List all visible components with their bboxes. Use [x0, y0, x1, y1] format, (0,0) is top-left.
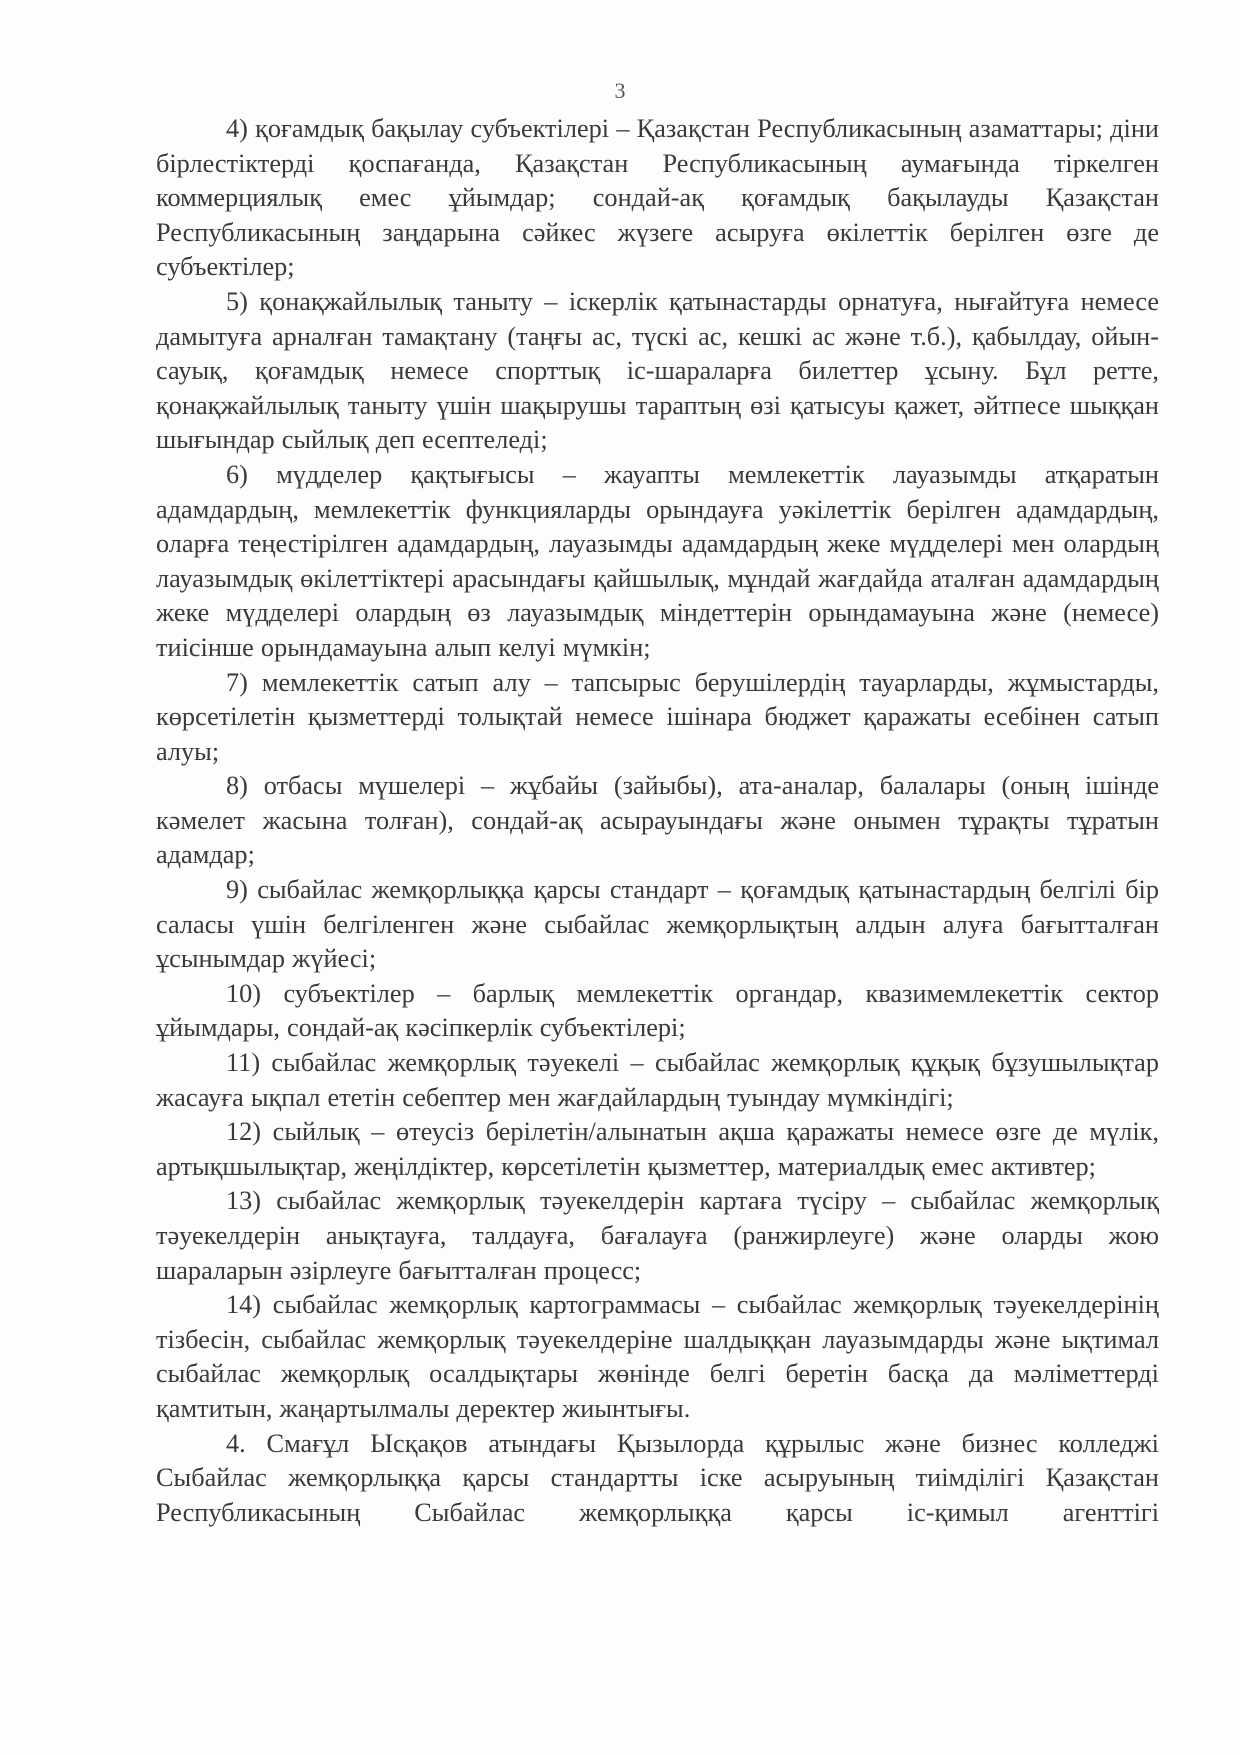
- paragraph-definition-7: 7) мемлекеттік сатып алу – тапсырыс берушілердің тауарларды, жұмыстарды, көрсетілетін қызметтерді толықтай немесе ішінара бюджет қаражаты есебінен сатып алуы;: [156, 667, 1159, 766]
- document-body: [156, 112, 1159, 1530]
- paragraph-section-4: 4. Смағұл Ысқақов атындағы Қызылорда құрылыс және бизнес колледжі Сыбайлас жемқорлыққа қарсы стандартты іске асыруының тиімділігі Қазақстан Республикасының Сыбайлас жемқорлыққа қарсы іс-қимыл агенттігі: [156, 1428, 1159, 1527]
- paragraph-definition-8: 8) отбасы мүшелері – жұбайы (зайыбы), ата-аналар, балалары (оның ішінде кәмелет жасына толған), сондай-ақ асырауындағы және онымен тұрақты тұратын адамдар;: [156, 771, 1159, 870]
- paragraph-definition-6: 6) мүдделер қақтығысы – жауапты мемлекеттік лауазымды атқаратын адамдардың, мемлекеттік функцияларды орындауға уәкілеттік берілген адамдардың, оларға теңестірілген адамдардың, лауазымды адамдардың жеке мүдделері мен олардың лауазымдық өкілеттіктері арасындағы қайшылық, мұндай жағдайда аталған адамдардың жеке мүдделері олардың өз лауазымдық міндеттерін орындамауына және (немесе) тиісінше орындамауына алып келуі мүмкін;: [156, 459, 1159, 662]
- paragraph-definition-4: 4) қоғамдық бақылау субъектілері – Қазақстан Республикасының азаматтары; діни бірлестіктерді қоспағанда, Қазақстан Республикасының аумағында тіркелген коммерциялық емес ұйымдар; сондай-ақ қоғамдық бақылауды Қазақстан Республикасының заңдарына сәйкес жүзеге асыруға өкілеттік берілген өзге де субъектілер;: [156, 114, 1159, 282]
- paragraph-definition-10: 10) субъектілер – барлық мемлекеттік органдар, квазимемлекеттік сектор ұйымдары, сондай-ақ кәсіпкерлік субъектілері;: [156, 978, 1159, 1043]
- paragraph-definition-13: 13) сыбайлас жемқорлық тәуекелдерін картаға түсіру – сыбайлас жемқорлық тәуекелдерін анықтауға, талдауға, бағалауға (ранжирлеуге) және оларды жою шараларын әзірлеуге бағытталған процесс;: [156, 1186, 1159, 1285]
- paragraph-definition-12: 12) сыйлық – өтеусіз берілетін/алынатын ақша қаражаты немесе өзге де мүлік, артықшылықтар, жеңілдіктер, көрсетілетін қызметтер, материалдық емес активтер;: [156, 1117, 1159, 1181]
- paragraph-definition-9: 9) сыбайлас жемқорлыққа қарсы стандарт – қоғамдық қатынастардың белгілі бір саласы үшін белгіленген және сыбайлас жемқорлықтың алдын алуға бағытталған ұсынымдар жүйесі;: [156, 875, 1159, 974]
- page-number: 3: [614, 78, 626, 103]
- paragraph-definition-11: 11) сыбайлас жемқорлық тәуекелі – сыбайлас жемқорлық құқық бұзушылықтар жасауға ықпал ететін себептер мен жағдайлардың туындау мүмкіндігі;: [156, 1048, 1159, 1112]
- paragraph-definition-5: 5) қонақжайлылық таныту – іскерлік қатынастарды орнатуға, нығайтуға немесе дамытуға арналған тамақтану (таңғы ас, түскі ас, кешкі ас және т.б.), қабылдау, ойын-сауық, қоғамдық немесе спорттық іс-шараларға билеттер ұсыну. Бұл ретте, қонақжайлылық таныту үшін шақырушы тараптың өзі қатысуы қажет, әйтпесе шыққан шығындар сыйлық деп есептеледі;: [156, 286, 1159, 455]
- paragraph-definition-14: 14) сыбайлас жемқорлық картограммасы – сыбайлас жемқорлық тәуекелдерінің тізбесін, сыбайлас жемқорлық тәуекелдеріне шалдыққан лауазымдарды және ықтимал сыбайлас жемқорлық осалдықтары жөнінде белгі беретін басқа да мәліметтерді қамтитын, жаңартылмалы деректер жиынтығы.: [156, 1290, 1159, 1423]
